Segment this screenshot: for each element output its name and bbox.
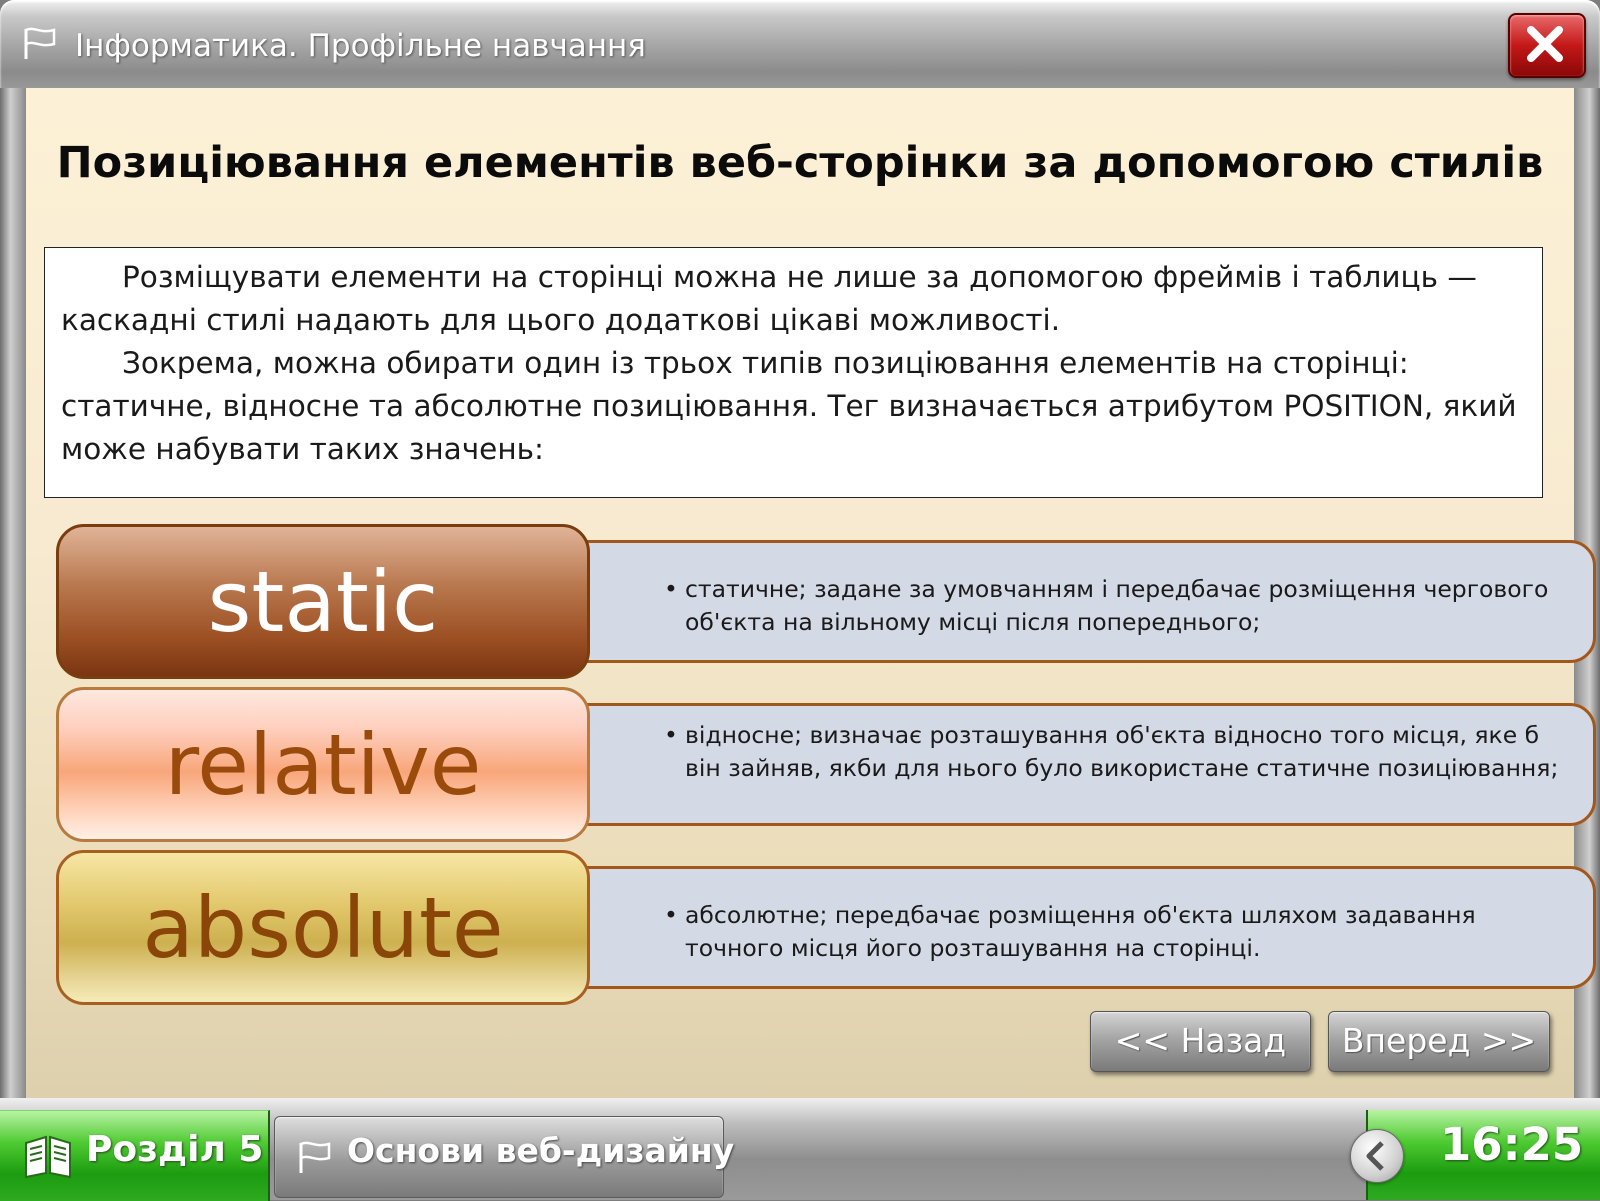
bullet-icon: • — [664, 575, 678, 603]
bullet-icon: • — [664, 721, 678, 749]
keyword-relative — [56, 687, 590, 842]
bullet-icon: • — [664, 901, 678, 929]
page-title: Позиціювання елементів веб-сторінки за допомогою стилів — [56, 138, 1544, 188]
description-relative — [560, 703, 1596, 826]
keyword-label: static — [207, 553, 439, 651]
book-icon — [22, 1133, 74, 1179]
description-absolute — [560, 866, 1596, 989]
description-text: відносне; визначає розташування об'єкта відносно того місця, яке б він зайняв, якби для нього було використане статичне позиціювання; — [685, 721, 1559, 782]
topic-label: Основи веб-дизайну — [347, 1131, 735, 1170]
keyword-label: absolute — [142, 879, 504, 977]
keyword-static — [56, 524, 590, 679]
flag-icon — [295, 1139, 335, 1175]
chevron-left-icon — [1362, 1140, 1392, 1172]
description-text: статичне; задане за умовчанням і передбачає розміщення чергового об'єкта на вільному місці після попереднього; — [685, 575, 1549, 636]
chevron-left-button[interactable] — [1350, 1129, 1404, 1183]
taskbar — [0, 1098, 1600, 1200]
window-frame-left — [0, 88, 26, 1098]
window-title: Інформатика. Профільне навчання — [75, 28, 646, 64]
close-button[interactable] — [1508, 13, 1586, 78]
intro-paragraph: Зокрема, можна обирати один із трьох типів позиціювання елементів на сторінці: статичне, відносне та абсолютне позиціювання. Тег визначається атрибутом POSITION, який може набувати таких значень: — [61, 346, 1517, 466]
clock: 16:25 — [1440, 1118, 1584, 1171]
intro-text-box — [44, 247, 1543, 498]
close-icon — [1525, 24, 1565, 64]
intro-paragraph: Розміщувати елементи на сторінці можна не лише за допомогою фреймів і таблиць — каскадні стилі надають для цього додаткові цікаві можливості. — [61, 260, 1477, 337]
keyword-absolute — [56, 850, 590, 1005]
section-label: Розділ 5 — [86, 1129, 264, 1170]
topic-button[interactable] — [274, 1116, 735, 1198]
description-text: абсолютне; передбачає розміщення об'єкта шляхом задавання точного місця його розташування на сторінці. — [685, 901, 1476, 962]
next-button[interactable]: Вперед >> — [1328, 1011, 1550, 1072]
description-static — [560, 540, 1596, 663]
window-titlebar — [0, 0, 1600, 90]
keyword-label: relative — [164, 716, 482, 814]
flag-icon — [20, 25, 60, 61]
section-button[interactable] — [0, 1110, 270, 1201]
back-button[interactable]: << Назад — [1090, 1011, 1311, 1072]
